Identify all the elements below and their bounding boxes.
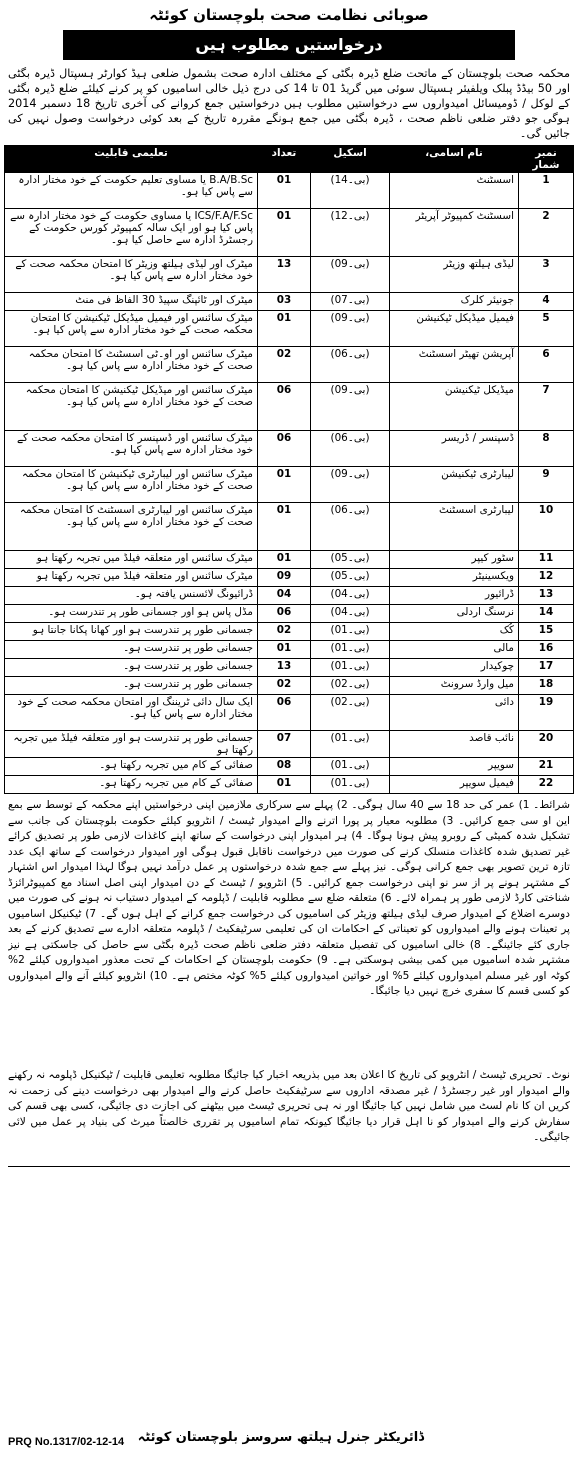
row-scale: (بی۔09) xyxy=(311,383,390,431)
table-row xyxy=(5,776,574,794)
row-post: آپریشن تھیٹر اسسٹنٹ xyxy=(390,347,519,383)
row-serial: 13 xyxy=(519,587,574,605)
note-paragraph: نوٹ۔ تحریری ٹیسٹ / انٹرویو کی تاریخ کا اعلان بعد میں بذریعہ اخبار کیا جائیگا مطلوبہ تعلیمی قابلیت / ٹیکنیکل ڈپلومہ نہ رکھنے والے امیدوار اور غیر رجسٹرڈ / غیر مصدقہ اداروں سے سرٹیفکیٹ حاصل کرنے والے امیدوار بھی درخواست دینے کی زحمت نہ کریں ان کا نام لسٹ میں شامل نہیں کیا جائیگا اور نہ ہی تحریری ٹیسٹ میں بیٹھنے کی اجازت دی جائیگی، کسی بھی قسم کی سفارش کرنے والے امیدوار کو نا اہل قرار دیا جائیگا کیونکہ تمام اسامیوں پر تقرری خالصتاً میرٹ کی بنیاد پر عمل میں لائی جائیگی۔ xyxy=(8,1069,570,1143)
row-post: لیڈی ہیلتھ وزیٹر xyxy=(390,257,519,293)
row-scale: (بی۔05) xyxy=(311,551,390,569)
prq-number: PRQ No.1317/02-12-14 xyxy=(8,1436,125,1448)
table-row xyxy=(5,605,574,623)
row-serial: 2 xyxy=(519,209,574,257)
vacancies-table xyxy=(4,145,574,794)
row-post: چوکیدار xyxy=(390,659,519,677)
row-count: 13 xyxy=(258,257,311,293)
row-scale: (بی۔06) xyxy=(311,431,390,467)
intro-paragraph: محکمہ صحت بلوچستان کے ماتحت ضلع ڈیرہ بگٹی کے مختلف ادارہ صحت بشمول ضلعی ہیڈ کوارٹر ہسپتال ڈیرہ بگٹی اور 50 بیڈڈ پبلک ویلفیئر ہسپتال سوئی میں گریڈ 01 تا 14 کی درج ذیل خالی اسامیوں کو پر کرنے کیلئے ضلع ڈیرہ بگٹی کے لوکل / ڈومیسائل امیدواروں سے درخواستیں مطلوب ہیں درخواستیں جمع کروانے کی آخری تاریخ 18 دسمبر 2014 ہوگی جو دفتر ضلعی ناظم صحت ، ڈیرہ بگٹی میں جمع ہونگے مقررہ تاریخ کے بعد کوئی درخواست وصول نہیں کی جائیں گی۔ xyxy=(8,67,570,140)
header-post: نام اسامی، xyxy=(390,146,519,173)
row-count: 08 xyxy=(258,758,311,776)
row-serial: 9 xyxy=(519,467,574,503)
row-scale: (بی۔06) xyxy=(311,347,390,383)
row-serial: 8 xyxy=(519,431,574,467)
row-scale: (بی۔04) xyxy=(311,605,390,623)
row-scale: (بی۔01) xyxy=(311,623,390,641)
table-row xyxy=(5,257,574,293)
row-scale: (بی۔09) xyxy=(311,311,390,347)
row-scale: (بی۔01) xyxy=(311,776,390,794)
row-serial: 4 xyxy=(519,293,574,311)
row-qualification: میٹرک سائنس اور متعلقہ فیلڈ میں تجربہ رکھتا ہو xyxy=(5,569,258,587)
vacancies-banner: درخواستیں مطلوب ہیں xyxy=(63,30,515,60)
row-qualification: میٹرک سائنس اور او۔ٹی اسسٹنٹ کا امتحان محکمہ صحت کے خود مختار ادارہ سے پاس کیا ہو۔ xyxy=(5,347,258,383)
row-qualification: میٹرک سائنس اور میڈیکل ٹیکنیشن کا امتحان محکمہ صحت کے خود مختار ادارہ سے پاس کیا ہو۔ xyxy=(5,383,258,431)
row-post: فیمیل سویپر xyxy=(390,776,519,794)
table-row xyxy=(5,758,574,776)
row-count: 03 xyxy=(258,293,311,311)
row-serial: 22 xyxy=(519,776,574,794)
row-scale: (بی۔06) xyxy=(311,503,390,551)
table-row xyxy=(5,587,574,605)
table-row xyxy=(5,347,574,383)
row-serial: 19 xyxy=(519,695,574,731)
row-post: اسسٹنٹ کمپیوٹر آپریٹر xyxy=(390,209,519,257)
row-count: 01 xyxy=(258,776,311,794)
footer-divider xyxy=(8,1166,570,1167)
table-row xyxy=(5,173,574,209)
row-count: 09 xyxy=(258,569,311,587)
table-row xyxy=(5,311,574,347)
row-scale: (بی۔01) xyxy=(311,731,390,758)
row-post: ویکسینیٹر xyxy=(390,569,519,587)
row-scale: (بی۔04) xyxy=(311,587,390,605)
table-row xyxy=(5,209,574,257)
row-post: جونیئر کلرک xyxy=(390,293,519,311)
row-post: فیمیل میڈیکل ٹیکنیشن xyxy=(390,311,519,347)
row-count: 01 xyxy=(258,209,311,257)
row-serial: 1 xyxy=(519,173,574,209)
table-header-row xyxy=(5,146,574,173)
row-qualification: جسمانی طور پر تندرست ہو اور کھانا پکانا جانتا ہو xyxy=(5,623,258,641)
header-count: تعداد xyxy=(258,146,311,173)
row-serial: 5 xyxy=(519,311,574,347)
table-row xyxy=(5,431,574,467)
row-post: کُک xyxy=(390,623,519,641)
row-serial: 16 xyxy=(519,641,574,659)
row-serial: 6 xyxy=(519,347,574,383)
row-qualification: ICS/F.A/F.Sc یا مساوی حکومت کے خود مختار ادارہ سے پاس کیا ہو اور ایک سالہ کمپیوٹر کورس حکومت کے رجسٹرڈ ادارہ سے حاصل کیا ہو۔ xyxy=(5,209,258,257)
row-scale: (بی۔07) xyxy=(311,293,390,311)
row-scale: (بی۔09) xyxy=(311,257,390,293)
table-row xyxy=(5,551,574,569)
row-qualification: مڈل پاس ہو اور جسمانی طور پر تندرست ہو۔ xyxy=(5,605,258,623)
table-row xyxy=(5,659,574,677)
table-row xyxy=(5,383,574,431)
table-row xyxy=(5,731,574,758)
row-qualification: جسمانی طور پر تندرست ہو۔ xyxy=(5,659,258,677)
row-qualification: میٹرک سائنس اور متعلقہ فیلڈ میں تجربہ رکھتا ہو xyxy=(5,551,258,569)
row-scale: (بی۔05) xyxy=(311,569,390,587)
directorate-title: صوبائی نظامت صحت بلوچستان کوئٹہ xyxy=(149,6,429,24)
row-post: ڈرائیور xyxy=(390,587,519,605)
row-count: 06 xyxy=(258,695,311,731)
row-qualification: میٹرک اور ٹائپنگ سپیڈ 30 الفاظ فی منٹ xyxy=(5,293,258,311)
row-post: مالی xyxy=(390,641,519,659)
row-serial: 15 xyxy=(519,623,574,641)
row-serial: 17 xyxy=(519,659,574,677)
row-qualification: ڈرائیونگ لائسنس یافتہ ہو۔ xyxy=(5,587,258,605)
advertisement xyxy=(4,2,574,1460)
row-scale: (بی۔14) xyxy=(311,173,390,209)
row-count: 06 xyxy=(258,605,311,623)
row-qualification: ایک سال دائی ٹریننگ اور امتحان محکمہ صحت کے خود مختار ادارہ سے پاس کیا ہو۔ xyxy=(5,695,258,731)
row-qualification: میٹرک سائنس اور فیمیل میڈیکل ٹیکنیشن کا امتحان محکمہ صحت کے خود مختار ادارہ سے پاس کیا ہو۔ xyxy=(5,311,258,347)
row-qualification: میٹرک سائنس اور ڈسپنسر کا امتحان محکمہ صحت کے خود مختار ادارہ سے پاس کیا ہو۔ xyxy=(5,431,258,467)
row-qualification: جسمانی طور پر تندرست ہو۔ xyxy=(5,677,258,695)
row-serial: 3 xyxy=(519,257,574,293)
table-body xyxy=(5,173,574,794)
table-row xyxy=(5,641,574,659)
row-serial: 11 xyxy=(519,551,574,569)
row-post: لیبارٹری ٹیکنیشن xyxy=(390,467,519,503)
row-post: ڈسپنسر / ڈریسر xyxy=(390,431,519,467)
row-count: 01 xyxy=(258,173,311,209)
table-row xyxy=(5,695,574,731)
row-post: سویپر xyxy=(390,758,519,776)
row-qualification: جسمانی طور پر تندرست ہو اور متعلقہ فیلڈ میں تجربہ رکھتا ہو xyxy=(5,731,258,758)
row-post: اسسٹنٹ xyxy=(390,173,519,209)
row-scale: (بی۔02) xyxy=(311,677,390,695)
row-count: 01 xyxy=(258,467,311,503)
footer xyxy=(4,1430,574,1456)
row-serial: 21 xyxy=(519,758,574,776)
row-count: 02 xyxy=(258,677,311,695)
row-count: 01 xyxy=(258,503,311,551)
table-row xyxy=(5,569,574,587)
row-scale: (بی۔01) xyxy=(311,758,390,776)
row-post: دائی xyxy=(390,695,519,731)
row-qualification: B.A/B.Sc یا مساوی تعلیم حکومت کے خود مختار ادارہ سے پاس کیا ہو۔ xyxy=(5,173,258,209)
row-count: 02 xyxy=(258,347,311,383)
row-qualification: میٹرک سائنس اور لیبارٹری ٹیکنیشن کا امتحان محکمہ صحت کے خود مختار ادارہ سے پاس کیا ہو۔ xyxy=(5,467,258,503)
table-row xyxy=(5,503,574,551)
row-qualification: صفائی کے کام میں تجربہ رکھتا ہو۔ xyxy=(5,758,258,776)
row-count: 06 xyxy=(258,431,311,467)
row-scale: (بی۔02) xyxy=(311,695,390,731)
row-count: 01 xyxy=(258,641,311,659)
table-row xyxy=(5,293,574,311)
row-qualification: میٹرک اور لیڈی ہیلتھ وزیٹر کا امتحان محکمہ صحت کے خود مختار ادارہ سے پاس کیا ہو۔ xyxy=(5,257,258,293)
table-row xyxy=(5,677,574,695)
row-post: سٹور کیپر xyxy=(390,551,519,569)
row-count: 04 xyxy=(258,587,311,605)
row-qualification: جسمانی طور پر تندرست ہو۔ xyxy=(5,641,258,659)
header-qualification: تعلیمی قابلیت xyxy=(5,146,258,173)
row-scale: (بی۔01) xyxy=(311,641,390,659)
row-scale: (بی۔12) xyxy=(311,209,390,257)
row-serial: 10 xyxy=(519,503,574,551)
row-count: 01 xyxy=(258,311,311,347)
conditions-paragraph: شرائط۔ 1) عمر کی حد 18 سے 40 سال ہوگی۔ 2) پہلے سے سرکاری ملازمین اپنی درخواستیں اپنے محکمہ کے توسط سے بمع این او سی جمع کرائیں۔ 3) مطلوبہ معیار پر پورا اترنے والے امیدوار ٹیسٹ / انٹرویو کیلئے حکومت بلوچستان کی جانب سے تشکیل شدہ کمیٹی کے روبرو پیش ہونا ہوگا۔ 4) ہر امیدوار اپنی درخواست کے ساتھ اپنے کاغذات لازمی طور پر تصدیق کرائے غیر تصدیق شدہ کاغذات منسلک کرنے کی صورت میں درخواست ناقابل قبول ہوگی اور امیدوار درخواست کے ساتھ ایک عدد تازہ ترین تصویر بھی جمع کرانی ہوگی۔ نیز پہلے سے جمع شدہ درخواستوں پر عمل درآمد نہیں ہوگا لہذا امیدوار اس اشتہار کے مشتہر ہونے پر از سر نو اپنی درخواست جمع کرائیں۔ 5) انٹرویو / ٹیسٹ کے دن امیدوار اپنی اصل اسناد مع کمپیوٹرائزڈ شناختی کارڈ لازمی طور پر ہمراہ لائے۔ 6) متعلقہ ضلع سے مطلوبہ قابلیت / ڈپلومہ کے امیدوار دستیاب نہ ہونے کی صورت میں دوسرے اضلاع کے امیدوار صرف لیڈی ہیلتھ وزیٹر کی اسامیوں کی درخواست جمع کرانے کے اہل ہوں گے۔ 7) ٹیکنیکل اسامیوں پر تعینات ہونے والے امیدواروں کو تعیناتی کے احکامات ان کی تعلیمی سرٹیفکیٹ / ڈپلومہ متعلقہ ادارے سے تصدیق کرنے کے بعد جاری کئے جائینگے۔ 8) خالی اسامیوں کی تفصیل متعلقہ دفتر ضلعی ناظم صحت ڈیرہ بگٹی سے حاصل کی جاسکتی ہے نیز مشتہر شدہ اسامیوں میں کمی بیشی ہوسکتی ہے۔ 9) حکومت بلوچستان کے احکامات کے تحت معذور امیدواروں کیلئے 2% کوٹہ اور غیر مسلم امیدواروں کیلئے 5% اور خواتین امیدواروں کیلئے 5% کوٹہ مختص ہے۔ 10) انٹرویو کیلئے آنے والے امیدواروں کو کسی قسم کا سفری خرچ نہیں دیا جائیگا۔ xyxy=(8,799,570,997)
row-scale: (بی۔09) xyxy=(311,467,390,503)
row-count: 01 xyxy=(258,551,311,569)
row-count: 06 xyxy=(258,383,311,431)
row-count: 07 xyxy=(258,731,311,758)
row-count: 02 xyxy=(258,623,311,641)
row-serial: 7 xyxy=(519,383,574,431)
row-serial: 12 xyxy=(519,569,574,587)
row-count: 13 xyxy=(258,659,311,677)
row-qualification: صفائی کے کام میں تجربہ رکھتا ہو۔ xyxy=(5,776,258,794)
header-scale: اسکیل xyxy=(311,146,390,173)
row-post: نائب قاصد xyxy=(390,731,519,758)
row-post: لیبارٹری اسسٹنٹ xyxy=(390,503,519,551)
signer: ڈائریکٹر جنرل ہیلتھ سروسز بلوچستان کوئٹہ xyxy=(137,1430,424,1445)
header-serial: نمبر شمار xyxy=(519,146,574,173)
row-post: میل وارڈ سرونٹ xyxy=(390,677,519,695)
row-scale: (بی۔01) xyxy=(311,659,390,677)
table-row xyxy=(5,467,574,503)
table-row xyxy=(5,623,574,641)
row-serial: 20 xyxy=(519,731,574,758)
row-post: نرسنگ اردلی xyxy=(390,605,519,623)
row-post: میڈیکل ٹیکنیشن xyxy=(390,383,519,431)
row-qualification: میٹرک سائنس اور لیبارٹری اسسٹنٹ کا امتحان محکمہ صحت کے خود مختار ادارہ سے پاس کیا ہو۔ xyxy=(5,503,258,551)
row-serial: 14 xyxy=(519,605,574,623)
row-serial: 18 xyxy=(519,677,574,695)
